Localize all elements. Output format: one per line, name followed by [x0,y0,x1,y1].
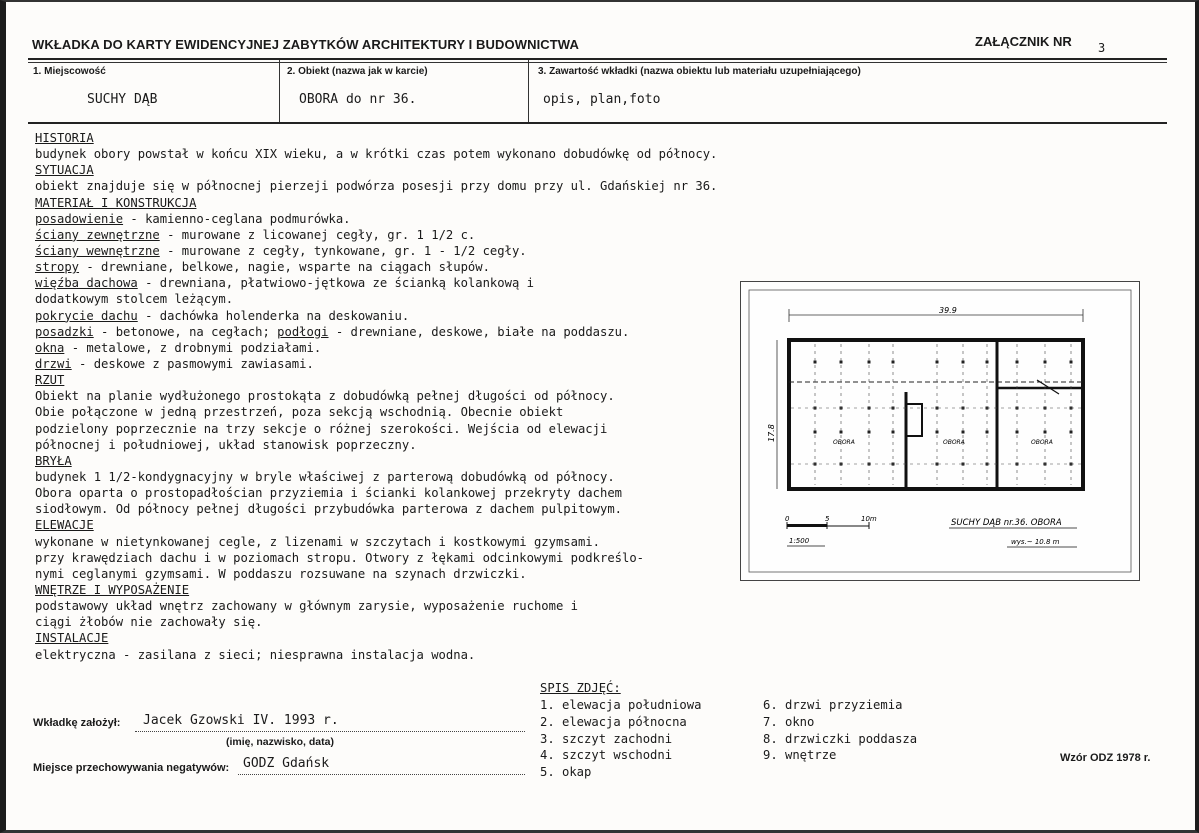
line-text: siodłowym. Od północy pełnej długości przybudówka parterowa z dachem pulpitowym. [35,502,622,517]
text-line [35,324,825,340]
line-text: - drewniane, deskowe, białe na poddaszu. [328,324,630,339]
line-text: elektryczna - zasilana z sieci; niesprawna instalacja wodna. [35,647,476,662]
text-line [35,340,825,356]
miejscowosc-label: 1. Miejscowość [33,66,106,77]
text-line [35,534,825,550]
column-grid [814,361,1073,466]
term-label: okna [35,340,65,355]
text-line [35,485,825,501]
text-line [35,308,825,324]
term-label: posadowienie [35,211,124,226]
text-line [35,421,825,437]
text-line [35,356,825,372]
zawartosc-label: 3. Zawartość wkładki (nazwa obiektu lub materiału uzupełniającego) [538,66,861,77]
term-label: podłogi [277,324,329,339]
zalozyl-value: Jacek Gzowski IV. 1993 r. [143,713,339,728]
line-text: Obiekt na planie wydłużonego prostokąta z dobudówką pełnej długości od północy. [35,389,615,404]
heading-text: MATERIAŁ I KONSTRUKCJA [35,195,197,210]
fields-bottom-rule [28,122,1167,124]
photo-list-item: 9. wnętrze [763,748,837,763]
obiekt-label: 2. Obiekt (nazwa jak w karcie) [287,66,428,77]
photo-list-item: 1. elewacja południowa [540,698,702,712]
photo-list-item: 5. okap [540,765,592,780]
term-label: stropy [35,260,80,275]
line-text: - murowane z cegły, tynkowane, gr. 1 - 1/2 cegły. [159,243,527,258]
photo-list-item: 8. drzwiczki poddasza [763,731,918,746]
line-text: Obora oparta o prostopadłościan przyziemia i ścianki kolankowej przekryty dachem [35,486,622,501]
miejsce-label: Miejsce przechowywania negatywów: [33,762,230,774]
field-divider-2 [528,60,529,122]
line-text: budynek obory powstał w końcu XIX wieku, a w krótki czas potem wykonano dobudówkę od północy. [35,147,718,162]
text-line [35,178,825,194]
text-line [35,404,825,420]
text-line [35,243,825,259]
text-line [35,647,825,663]
section-heading [35,130,825,146]
line-text: Obie połączone w jedną przestrzeń, poza sekcją wschodnią. Obecnie obiekt [35,405,564,420]
section-heading [35,630,825,646]
attachment-number: 3 [1098,41,1106,55]
section-heading [35,582,825,598]
scale-label-10: 10m [861,515,877,523]
section-heading [35,195,825,211]
text-line [35,388,825,404]
text-line [35,501,825,517]
heading-text: BRYŁA [35,453,72,468]
text-line [35,550,825,566]
text-line [35,211,825,227]
header-rule [28,58,1167,60]
line-text: podstawowy układ wnętrz zachowany w głównym zarysie, wyposażenie ruchome i [35,599,578,614]
line-text: nymi ceglanymi gzymsami. W poddaszu rozsuwane na szynach drzwiczki. [35,566,527,581]
floor-plan-drawing [740,281,1140,581]
heading-text: INSTALACJE [35,631,109,646]
scale-ratio: 1:500 [789,537,810,545]
room-label-1: OBORA [833,439,855,446]
line-text: - drewniane, belkowe, nagie, wsparte na ciągach słupów. [79,260,490,275]
text-line [35,437,825,453]
line-text: - metalowe, z drobnymi podziałami. [64,340,322,355]
term-label: więźba dachowa [35,276,138,291]
heading-text: SYTUACJA [35,163,94,178]
partition-box [906,404,922,436]
heading-text: ELEWACJE [35,518,94,533]
term-label: drzwi [35,356,72,371]
line-text: dodatkowym stolcem leżącym. [35,292,234,307]
line-text: północnej i południowej, układ stanowisk poprzeczny. [35,437,417,452]
heading-text: HISTORIA [35,131,94,145]
photo-list-item: 6. drzwi przyziemia [763,698,903,712]
header-rule-thin [28,62,1167,63]
line-text: - dachówka holenderka na deskowaniu. [137,308,410,323]
dimension-length-text: 39.9 [939,306,957,315]
plan-caption: SUCHY DĄB nr.36. OBORA [951,518,1062,528]
zalozyl-label: Wkładkę założył: [33,717,121,729]
text-line [35,614,825,630]
photo-list-title: SPIS ZDJĘĆ: [540,681,621,695]
form-template-note: Wzór ODZ 1978 r. [1060,752,1151,764]
text-line [35,227,825,243]
height-note: wys.~ 10.8 m [1011,538,1060,546]
dimension-width-text: 17.8 [767,424,776,442]
photo-list-item: 3. szczyt zachodni [540,731,673,746]
section-heading [35,162,825,178]
text-line [35,598,825,614]
miejscowosc-value: SUCHY DĄB [87,92,158,107]
photo-list-col2 [763,697,917,764]
line-text: - murowane z licowanej cegły, gr. 1 1/2 c. [159,227,476,242]
line-text: - kamienno-ceglana podmurówka. [123,211,351,226]
floor-plan-svg [741,282,1139,580]
attachment-label: ZAŁĄCZNIK NR [975,34,1072,49]
photo-list-item: 7. okno [763,714,815,729]
scale-bar-fill [787,524,827,527]
line-text: podzielony poprzecznie na trzy sekcje o różnej szerokości. Wejścia od elewacji [35,421,608,436]
term-label: pokrycie dachu [35,308,138,323]
line-text: - drewniana, płatwiowo-jętkowa ze ścianką kolankową i [137,276,534,291]
room-label-2: OBORA [943,439,965,446]
section-heading [35,372,825,388]
text-line [35,469,825,485]
photo-list-col1 [540,697,701,781]
room-label-3: OBORA [1031,439,1053,446]
line-text: - betonowe, na cegłach; [93,324,278,339]
scale-label-5: 5 [825,515,830,523]
obiekt-value: OBORA do nr 36. [299,92,417,107]
line-text: ciągi żłobów nie zachowały się. [35,615,263,630]
term-label: ściany wewnętrzne [35,243,160,258]
field-divider-1 [279,60,280,122]
term-label: posadzki [35,324,94,339]
photo-list-item: 4. szczyt wschodni [540,748,673,763]
heading-text: RZUT [35,373,65,388]
heading-text: WNĘTRZE I WYPOSAŻENIE [35,582,190,597]
plan-inner-border [749,290,1131,572]
text-line [35,259,825,275]
line-text: przy krawędziach dachu i w poziomach stropu. Otwory z łękami odcinkowymi podkreślo- [35,550,645,565]
line-text: budynek 1 1/2-kondygnacyjny w bryle właściwej z parterową dobudówką od północy. [35,469,615,484]
zawartosc-value: opis, plan,foto [543,92,661,107]
section-heading [35,517,825,533]
photo-list-item: 2. elewacja północna [540,714,687,729]
text-line [35,566,825,582]
line-text: obiekt znajduje się w północnej pierzeji podwórza posesji przy domu przy ul. Gdańskiej nr 36. [35,179,718,194]
miejsce-value: GODZ Gdańsk [243,756,330,771]
text-line [35,146,825,162]
description-text [35,130,825,663]
document-title: WKŁADKA DO KARTY EWIDENCYJNEJ ZABYTKÓW ARCHITEKTURY I BUDOWNICTWA [32,37,579,52]
text-line [35,291,825,307]
zalozyl-dotted-line [135,731,525,732]
line-text: wykonane w nietynkowanej cegle, z lizenami w szczytach i kostkowymi gzymsami. [35,534,600,549]
term-label: ściany zewnętrzne [35,227,160,242]
zalozyl-hint: (imię, nazwisko, data) [226,736,334,748]
miejsce-dotted-line [238,774,525,775]
scale-label-0: 0 [785,515,790,523]
line-text: - deskowe z pasmowymi zawiasami. [71,356,314,371]
text-line [35,275,825,291]
section-heading [35,453,825,469]
